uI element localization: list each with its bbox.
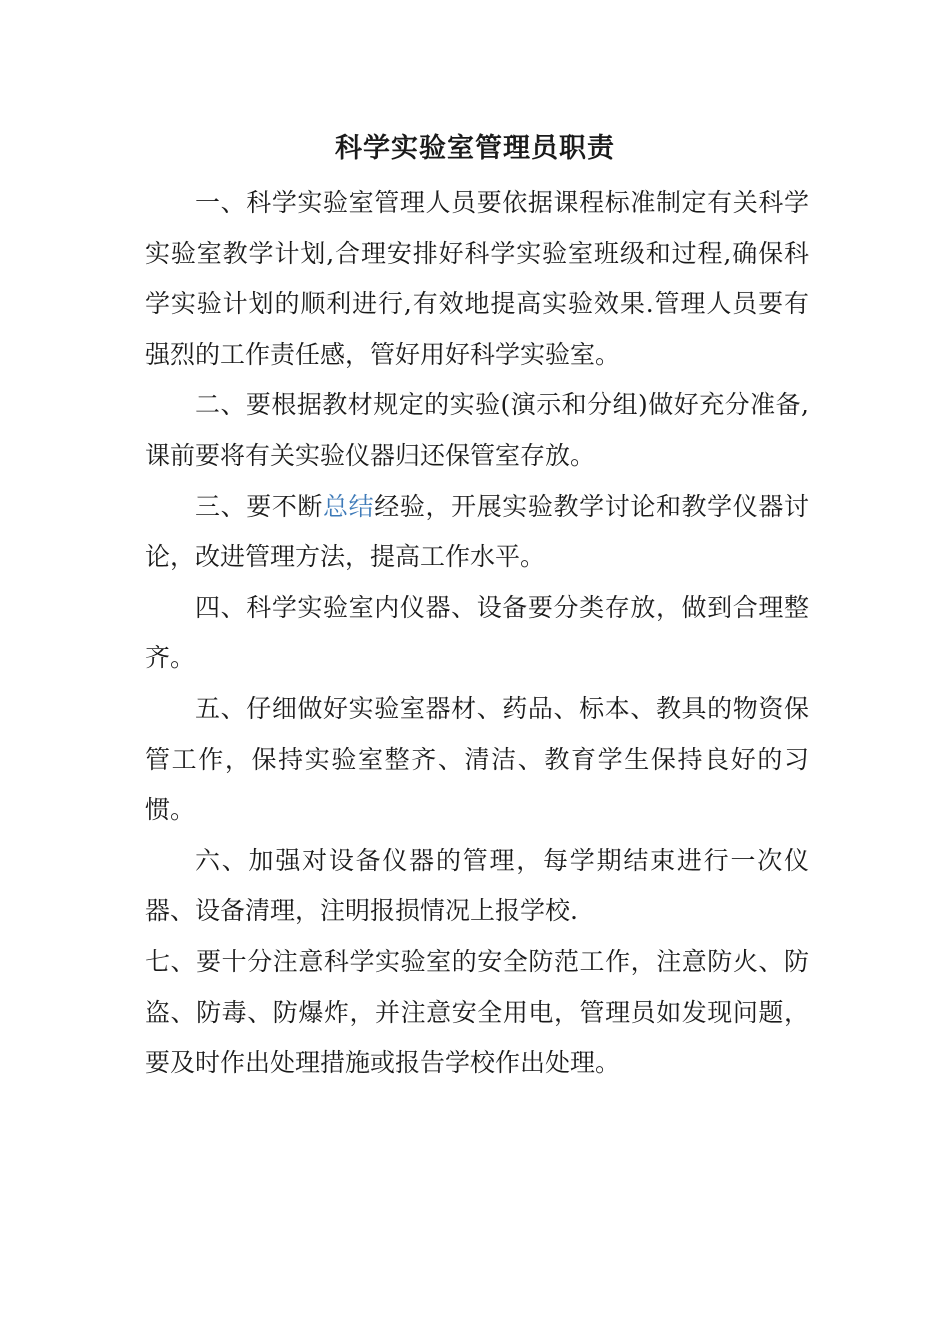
paragraph-7: 七、要十分注意科学实验室的安全防范工作，注意防火、防盗、防毒、防爆炸，并注意安全用电，管理员如发现问题，要及时作出处理措施或报告学校作出处理。 bbox=[145, 946, 809, 1078]
paragraph-6: 六、加强对设备仪器的管理，每学期结束进行一次仪器、设备清理，注明报损情况上报学校. bbox=[145, 845, 809, 926]
document-body bbox=[145, 178, 809, 1089]
paragraph-2: 二、要根据教材规定的实验(演示和分组)做好充分准备,课前要将有关实验仪器归还保管室存放。 bbox=[145, 390, 809, 470]
document-title: 科学实验室管理员职责 bbox=[335, 133, 615, 164]
summary-link[interactable]: 总结 bbox=[323, 491, 375, 521]
paragraph-5: 五、仔细做好实验室器材、药品、标本、教具的物资保管工作，保持实验室整齐、清洁、教育学生保持良好的习惯。 bbox=[145, 693, 809, 825]
paragraph-3-before: 三、要不断 bbox=[195, 491, 324, 521]
paragraph-1: 一、科学实验室管理人员要依据课程标准制定有关科学实验室教学计划,合理安排好科学实验室班级和过程,确保科学实验计划的顺利进行,有效地提高实验效果.管理人员要有强烈的工作责任感，管好用好科学实验室。 bbox=[145, 188, 809, 369]
paragraph-4: 四、科学实验室内仪器、设备要分类存放，做到合理整齐。 bbox=[145, 592, 809, 673]
paragraph-3-after: 经验，开展实验教学讨论和教学仪器讨论，改进管理方法，提高工作水平。 bbox=[145, 491, 809, 572]
paragraph-3 bbox=[145, 482, 809, 583]
